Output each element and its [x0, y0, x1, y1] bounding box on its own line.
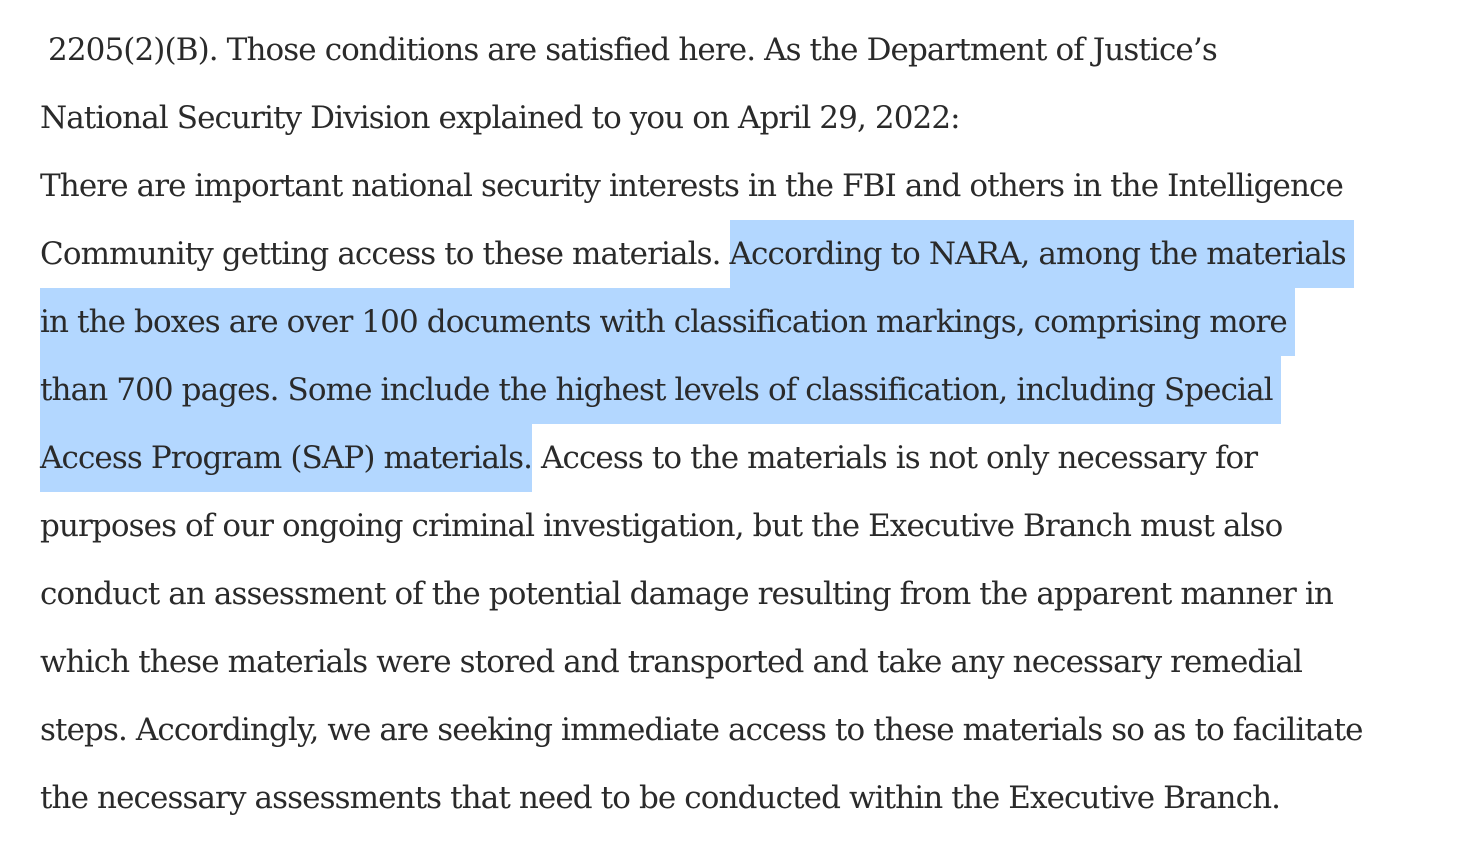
plain-text: Community getting access to these materials. — [40, 236, 730, 272]
text-line: National Security Division explained to you on April 29, 2022: — [40, 100, 960, 136]
selected-text[interactable]: in the boxes are over 100 documents with classification markings, comprising more — [40, 288, 1295, 356]
text-line: There are important national security interests in the FBI and others in the Intelligence — [40, 168, 1343, 204]
text-line — [40, 356, 1472, 424]
text-line — [40, 288, 1472, 356]
selected-text[interactable]: than 700 pages. Some include the highest levels of classification, including Special — [40, 356, 1281, 424]
selected-text[interactable]: Access Program (SAP) materials. — [40, 424, 532, 492]
text-line: purposes of our ongoing criminal investigation, but the Executive Branch must also — [40, 508, 1283, 544]
text-line: 2205(2)(B). Those conditions are satisfied here. As the Department of Justice’s — [48, 32, 1217, 68]
text-line — [40, 220, 1472, 288]
text-line: steps. Accordingly, we are seeking immediate access to these materials so as to facilitate — [40, 712, 1363, 748]
text-line: which these materials were stored and transported and take any necessary remedial — [40, 644, 1302, 680]
text-line: the necessary assessments that need to be conducted within the Executive Branch. — [40, 780, 1281, 816]
text-line — [40, 424, 1472, 492]
text-line: conduct an assessment of the potential damage resulting from the apparent manner in — [40, 576, 1333, 612]
document-body — [40, 16, 1472, 832]
plain-text: Access to the materials is not only necessary for — [532, 440, 1258, 476]
selected-text[interactable]: According to NARA, among the materials — [730, 220, 1354, 288]
